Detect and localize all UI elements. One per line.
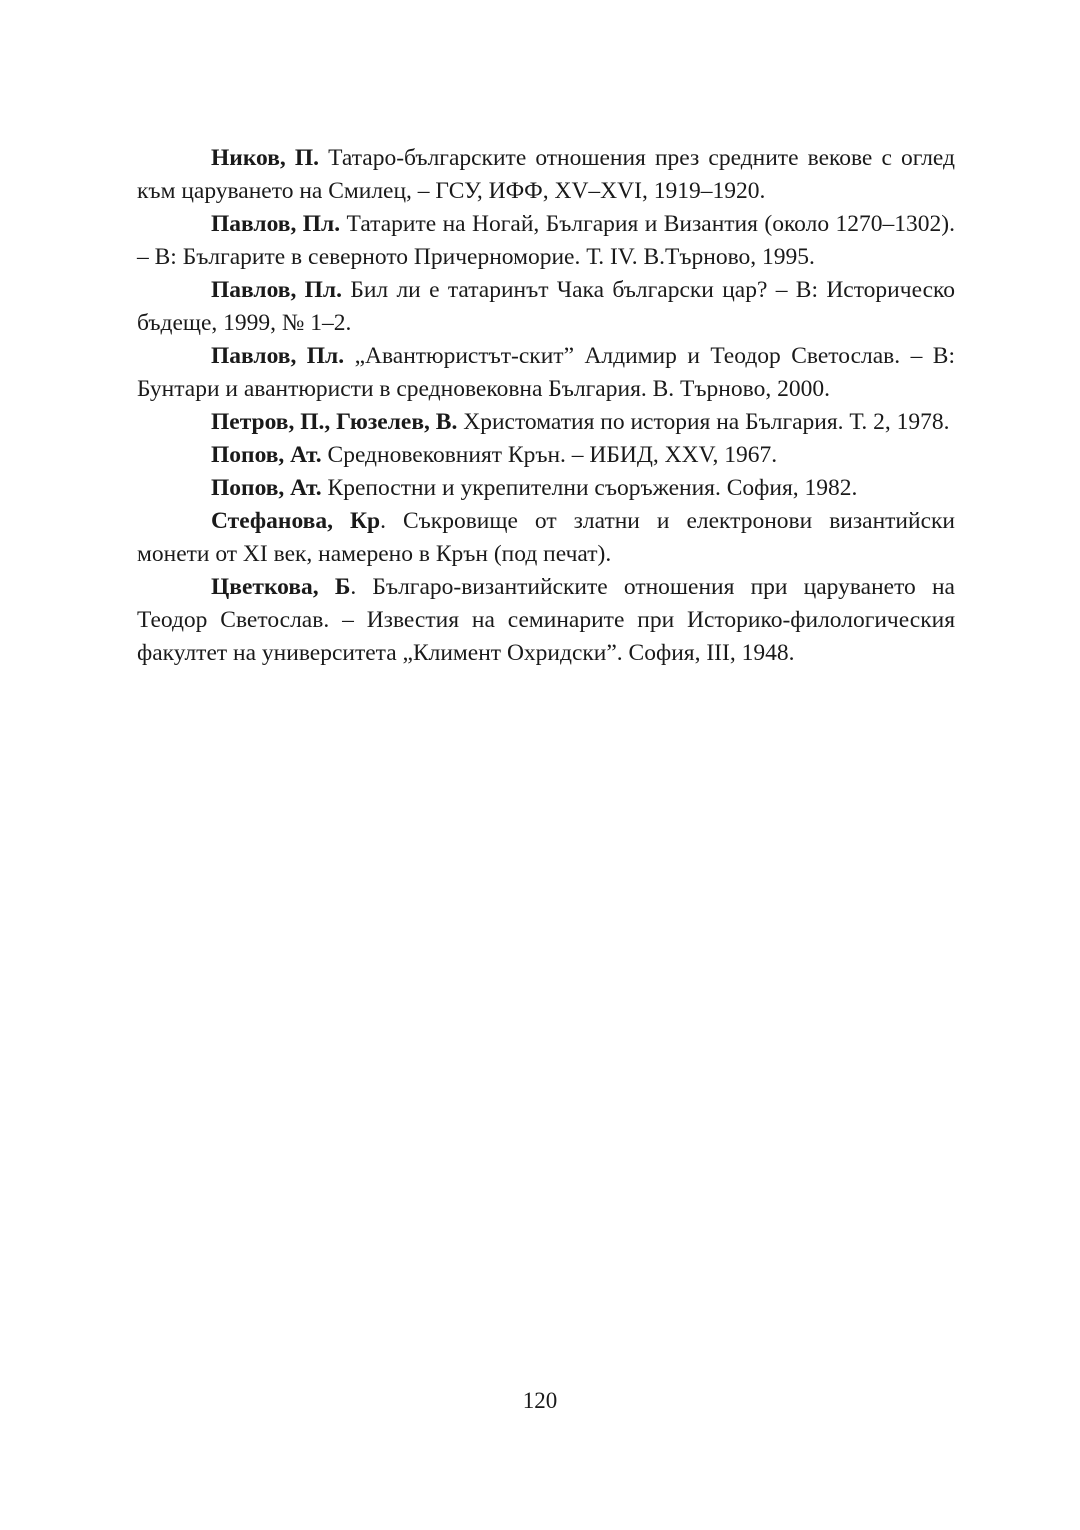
bibliography-entry	[137, 472, 955, 505]
entry-author: Ников, П.	[211, 145, 320, 171]
bibliography-entry	[137, 142, 955, 208]
entry-author: Попов, Ат.	[211, 442, 322, 468]
entry-author: Павлов, Пл.	[211, 277, 342, 303]
entry-text: Христоматия по история на България. Т. 2, 1978.	[457, 409, 950, 435]
bibliography-entry	[137, 505, 955, 571]
bibliography-entry	[137, 571, 955, 670]
entry-text: . Съкровище от златни и електронови византийски монети от XI век, намерено в Крън (под печат).	[137, 508, 956, 567]
entry-text: Татаро-българските отношения през средните векове с оглед към царуването на Смилец, – ГСУ, ИФФ, XV–XVI, 1919–1920.	[137, 145, 955, 204]
bibliography-entry	[137, 340, 955, 406]
entry-text: „Авантюристът-скит” Алдимир и Теодор Светослав. – В: Бунтари и авантюристи в средновековна България. В. Търново, 2000.	[137, 343, 955, 402]
bibliography-entry	[137, 274, 955, 340]
entry-author: Павлов, Пл.	[211, 343, 345, 369]
bibliography-entry	[137, 406, 955, 439]
entry-text: Бил ли е татаринът Чака български цар? – В: Историческо бъдеще, 1999, № 1–2.	[137, 277, 955, 336]
bibliography-list	[137, 142, 955, 670]
entry-text: Татарите на Ногай, България и Византия (около 1270–1302). – В: Българите в северното Причерноморие. Т. IV. В.Търново, 1995.	[137, 211, 955, 270]
entry-author: Петров, П., Гюзелев, В.	[211, 409, 458, 435]
page-number: 120	[522, 1388, 558, 1413]
entry-author: Попов, Ат.	[211, 475, 322, 501]
entry-text: Крепостни и укрепителни съоръжения. София, 1982.	[321, 475, 858, 501]
entry-text: . Българо-византийските отношения при царуването на Теодор Светослав. – Известия на семинарите при Историко-филологическия факултет на университета „Климент Охридски”. София, III, 1948.	[137, 574, 955, 666]
bibliography-entry	[137, 439, 955, 472]
bibliography-entry	[137, 208, 955, 274]
entry-author: Цветкова, Б	[211, 574, 351, 600]
entry-author: Стефанова, Кр	[211, 508, 381, 534]
entry-text: Средновековният Крън. – ИБИД, XXV, 1967.	[321, 442, 778, 468]
entry-author: Павлов, Пл.	[211, 211, 341, 237]
